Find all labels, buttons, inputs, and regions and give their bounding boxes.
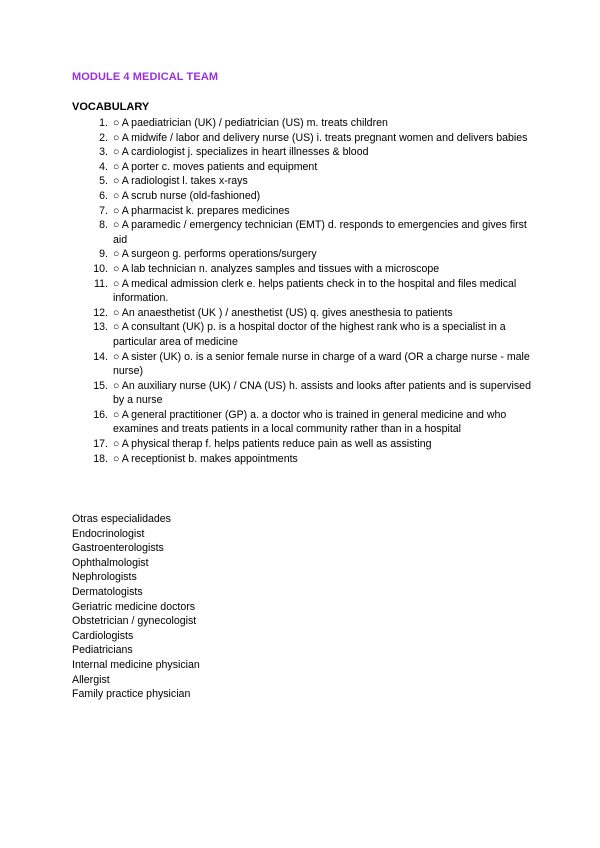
item-text: ○ A paediatrician (UK) / pediatrician (US) m. treats children: [113, 117, 388, 129]
specialty-item: Obstetrician / gynecologist: [72, 615, 197, 628]
specialty-item: Endocrinologist: [72, 527, 145, 540]
vocabulary-heading: VOCABULARY: [72, 101, 150, 113]
item-text: ○ A physical therap f. helps patients reduce pain as well as assisting: [113, 438, 432, 451]
item-number: 2.: [99, 131, 108, 144]
list-item: [72, 306, 532, 321]
item-number: 12.: [93, 306, 108, 319]
item-number: 17.: [93, 438, 108, 451]
item-number: 7.: [99, 204, 108, 217]
item-text: ○ A paramedic / emergency technician (EMT) d. responds to emergencies and gives first aid: [113, 219, 527, 246]
list-item: [72, 350, 532, 379]
list-item: [72, 379, 532, 408]
item-text: ○ A sister (UK) o. is a senior female nurse in charge of a ward (OR a charge nurse - male nurse): [113, 350, 530, 378]
specialty-item: Pediatricians: [72, 644, 133, 657]
item-number: 13.: [93, 321, 108, 334]
item-text: ○ A medical admission clerk e. helps patients check in to the hospital and files medical information.: [113, 277, 517, 305]
item-number: 10.: [93, 262, 108, 275]
item-number: 1.: [99, 117, 108, 129]
item-number: 3.: [99, 146, 108, 159]
item-text: ○ A scrub nurse (old-fashioned): [113, 189, 261, 202]
specialties-list: [72, 512, 200, 702]
item-number: 9.: [99, 248, 108, 261]
item-text: ○ An anaesthetist (UK ) / anesthetist (US) q. gives anesthesia to patients: [113, 306, 453, 319]
list-item: [72, 320, 532, 349]
item-text: ○ A general practitioner (GP) a. a doctor who is trained in general medicine and who examines and treats patients in a local community rather than in a hospital: [113, 408, 507, 436]
list-item: [72, 204, 532, 219]
item-text: ○ A porter c. moves patients and equipment: [113, 160, 318, 173]
item-number: 15.: [93, 379, 108, 392]
item-number: 6.: [99, 189, 108, 202]
item-text: ○ A pharmacist k. prepares medicines: [113, 204, 290, 217]
specialty-item: Internal medicine physician: [72, 658, 200, 671]
vocabulary-list: [72, 116, 532, 466]
item-number: 14.: [93, 350, 108, 363]
list-item: [72, 218, 532, 247]
list-item: [72, 174, 532, 189]
item-number: 5.: [99, 175, 108, 188]
list-item: [72, 160, 532, 175]
specialty-item: Geriatric medicine doctors: [72, 600, 196, 613]
specialty-item: Dermatologists: [72, 585, 143, 598]
item-number: 11.: [94, 277, 108, 290]
item-text: ○ A surgeon g. performs operations/surgery: [113, 248, 317, 261]
item-text: ○ A consultant (UK) p. is a hospital doctor of the highest rank who is a specialist in a particular area of medicine: [113, 321, 506, 348]
item-number: 4.: [99, 160, 108, 173]
item-text: ○ An auxiliary nurse (UK) / CNA (US) h. assists and looks after patients and is supervised by a nurse: [113, 379, 531, 407]
list-item: [72, 189, 532, 204]
list-item: [72, 277, 532, 306]
list-item: [72, 408, 532, 437]
item-number: 8.: [99, 219, 108, 232]
specialty-item: Gastroenterologists: [72, 542, 164, 555]
list-item: [72, 145, 532, 160]
list-item: [72, 131, 532, 146]
list-item: [72, 262, 532, 277]
item-text: ○ A cardiologist j. specializes in heart illnesses & blood: [113, 146, 369, 159]
specialty-item: Allergist: [72, 673, 110, 686]
item-text: ○ A lab technician n. analyzes samples and tissues with a microscope: [113, 262, 440, 275]
specialty-item: Nephrologists: [72, 571, 137, 584]
item-text: ○ A receptionist b. makes appointments: [113, 452, 298, 465]
item-number: 16.: [93, 408, 108, 421]
specialty-item: Cardiologists: [72, 629, 134, 642]
list-item: [72, 116, 532, 131]
list-item: [72, 452, 532, 467]
page-title: MODULE 4 MEDICAL TEAM: [72, 71, 219, 83]
specialties-heading: Otras especialidades: [72, 513, 171, 525]
item-number: 18.: [93, 452, 108, 465]
list-item: [72, 247, 532, 262]
specialty-item: Ophthalmologist: [72, 556, 149, 569]
specialty-item: Family practice physician: [72, 688, 191, 701]
item-text: ○ A midwife / labor and delivery nurse (US) i. treats pregnant women and delivers babies: [113, 131, 528, 144]
item-text: ○ A radiologist l. takes x-rays: [113, 175, 248, 188]
list-item: [72, 437, 532, 452]
